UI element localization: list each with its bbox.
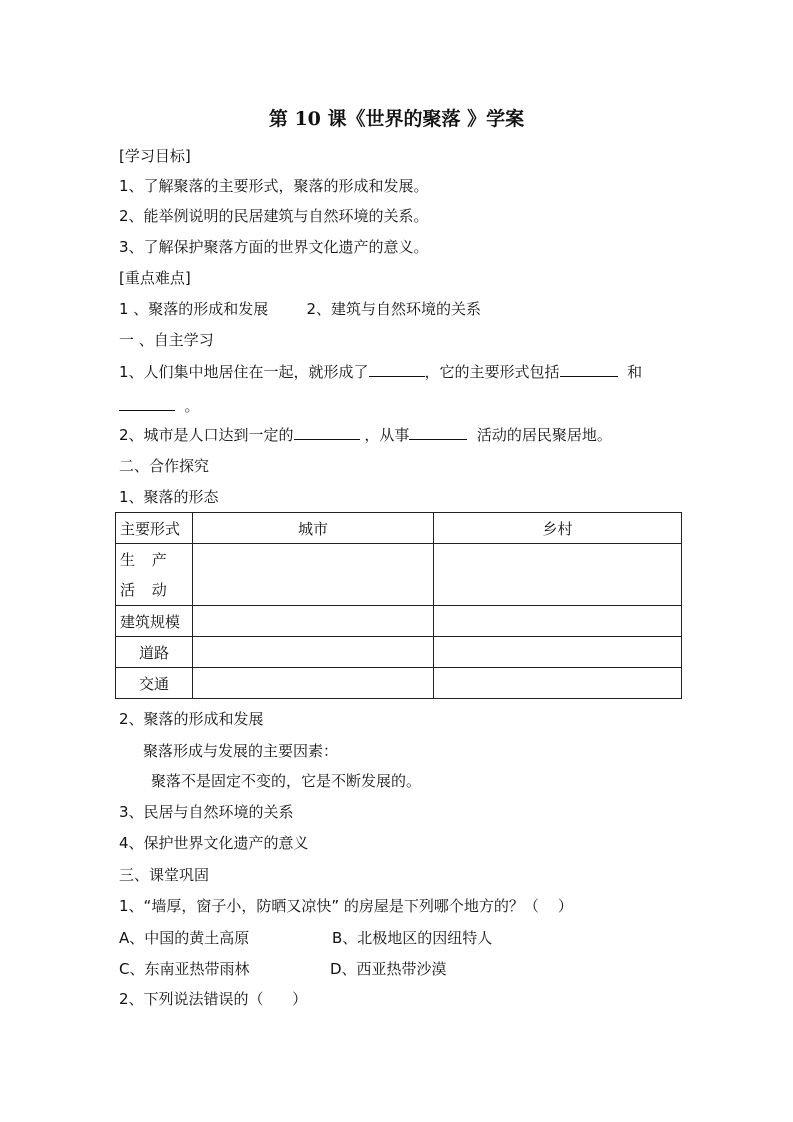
env-heading: 3、民居与自然环境的关系 [119,803,294,821]
key-points: 1 、聚落的形成和发展 2、建筑与自然环境的关系 [119,300,482,318]
settlement-form-table [115,512,682,699]
mc1-option[interactable]: A、中国的黄土高原 [119,929,250,947]
mc-question-1: 1、“墙厚，窗子小，防晒又凉快” 的房屋是下列哪个地方的？（ ） [119,897,573,915]
q1-text-a: 1、人们集中地居住在一起，就形成了 [119,363,369,381]
row-label: 交通 [116,668,193,699]
dev-line: 聚落不是固定不变的，它是不断发展的。 [151,772,422,790]
fill-blank[interactable] [119,396,175,411]
table-cell[interactable] [193,637,434,668]
dev-heading: 2、聚落的形成和发展 [119,710,264,728]
row-label: 建筑规模 [116,606,193,637]
table-row [116,668,682,699]
page-title: 第 10 课《世界的聚落 》学案 [268,108,525,130]
form-heading: 1、聚落的形态 [119,488,219,506]
table-header-cell: 城市 [193,513,434,544]
goal-item: 1、了解聚落的主要形式，聚落的形成和发展。 [119,177,429,195]
goals-heading: [学习目标] [119,147,191,165]
fill-blank[interactable] [560,362,618,377]
table-row [116,637,682,668]
table-cell[interactable] [434,544,682,606]
q1-text-d: 。 [184,397,200,415]
table-row [116,606,682,637]
mc1-option[interactable]: B、北极地区的因纽特人 [332,929,493,947]
table-cell[interactable] [193,606,434,637]
row-label: 生 产 活 动 [116,544,193,606]
table-header-cell: 乡村 [434,513,682,544]
table-row [116,544,682,606]
explore-heading: 二、合作探究 [119,457,210,475]
self-study-heading: 一 、自主学习 [119,331,214,349]
mc1-option[interactable]: D、西亚热带沙漠 [330,960,447,978]
question-1-cont [119,396,200,416]
goal-item: 3、了解保护聚落方面的世界文化遗产的意义。 [119,238,429,256]
heritage-heading: 4、保护世界文化遗产的意义 [119,834,309,852]
fill-blank[interactable] [294,425,360,440]
table-cell[interactable] [434,637,682,668]
key-heading: [重点难点] [119,269,191,287]
table-cell[interactable] [434,668,682,699]
fill-blank[interactable] [369,362,425,377]
consolidate-heading: 三、课堂巩固 [119,866,210,884]
fill-blank[interactable] [409,425,467,440]
table-header-cell: 主要形式 [116,513,193,544]
q2-text-b: ，从事 [364,426,410,444]
mc1-option[interactable]: C、东南亚热带雨林 [119,960,250,978]
table-cell[interactable] [193,668,434,699]
q2-text-a: 2、城市是人口达到一定的 [119,426,294,444]
question-1 [119,362,642,382]
dev-line: 聚落形成与发展的主要因素： [143,742,339,760]
q1-text-c: 和 [627,363,643,381]
table-cell[interactable] [434,606,682,637]
goal-item: 2、能举例说明的民居建筑与自然环境的关系。 [119,207,429,225]
table-cell[interactable] [193,544,434,606]
mc-question-2: 2、下列说法错误的（ ） [119,990,308,1008]
q1-text-b: ，它的主要形式包括 [424,363,560,381]
row-label: 道路 [116,637,193,668]
question-2 [119,425,612,445]
table-header-row [116,513,682,544]
q2-text-c: 活动的居民聚居地。 [476,426,612,444]
